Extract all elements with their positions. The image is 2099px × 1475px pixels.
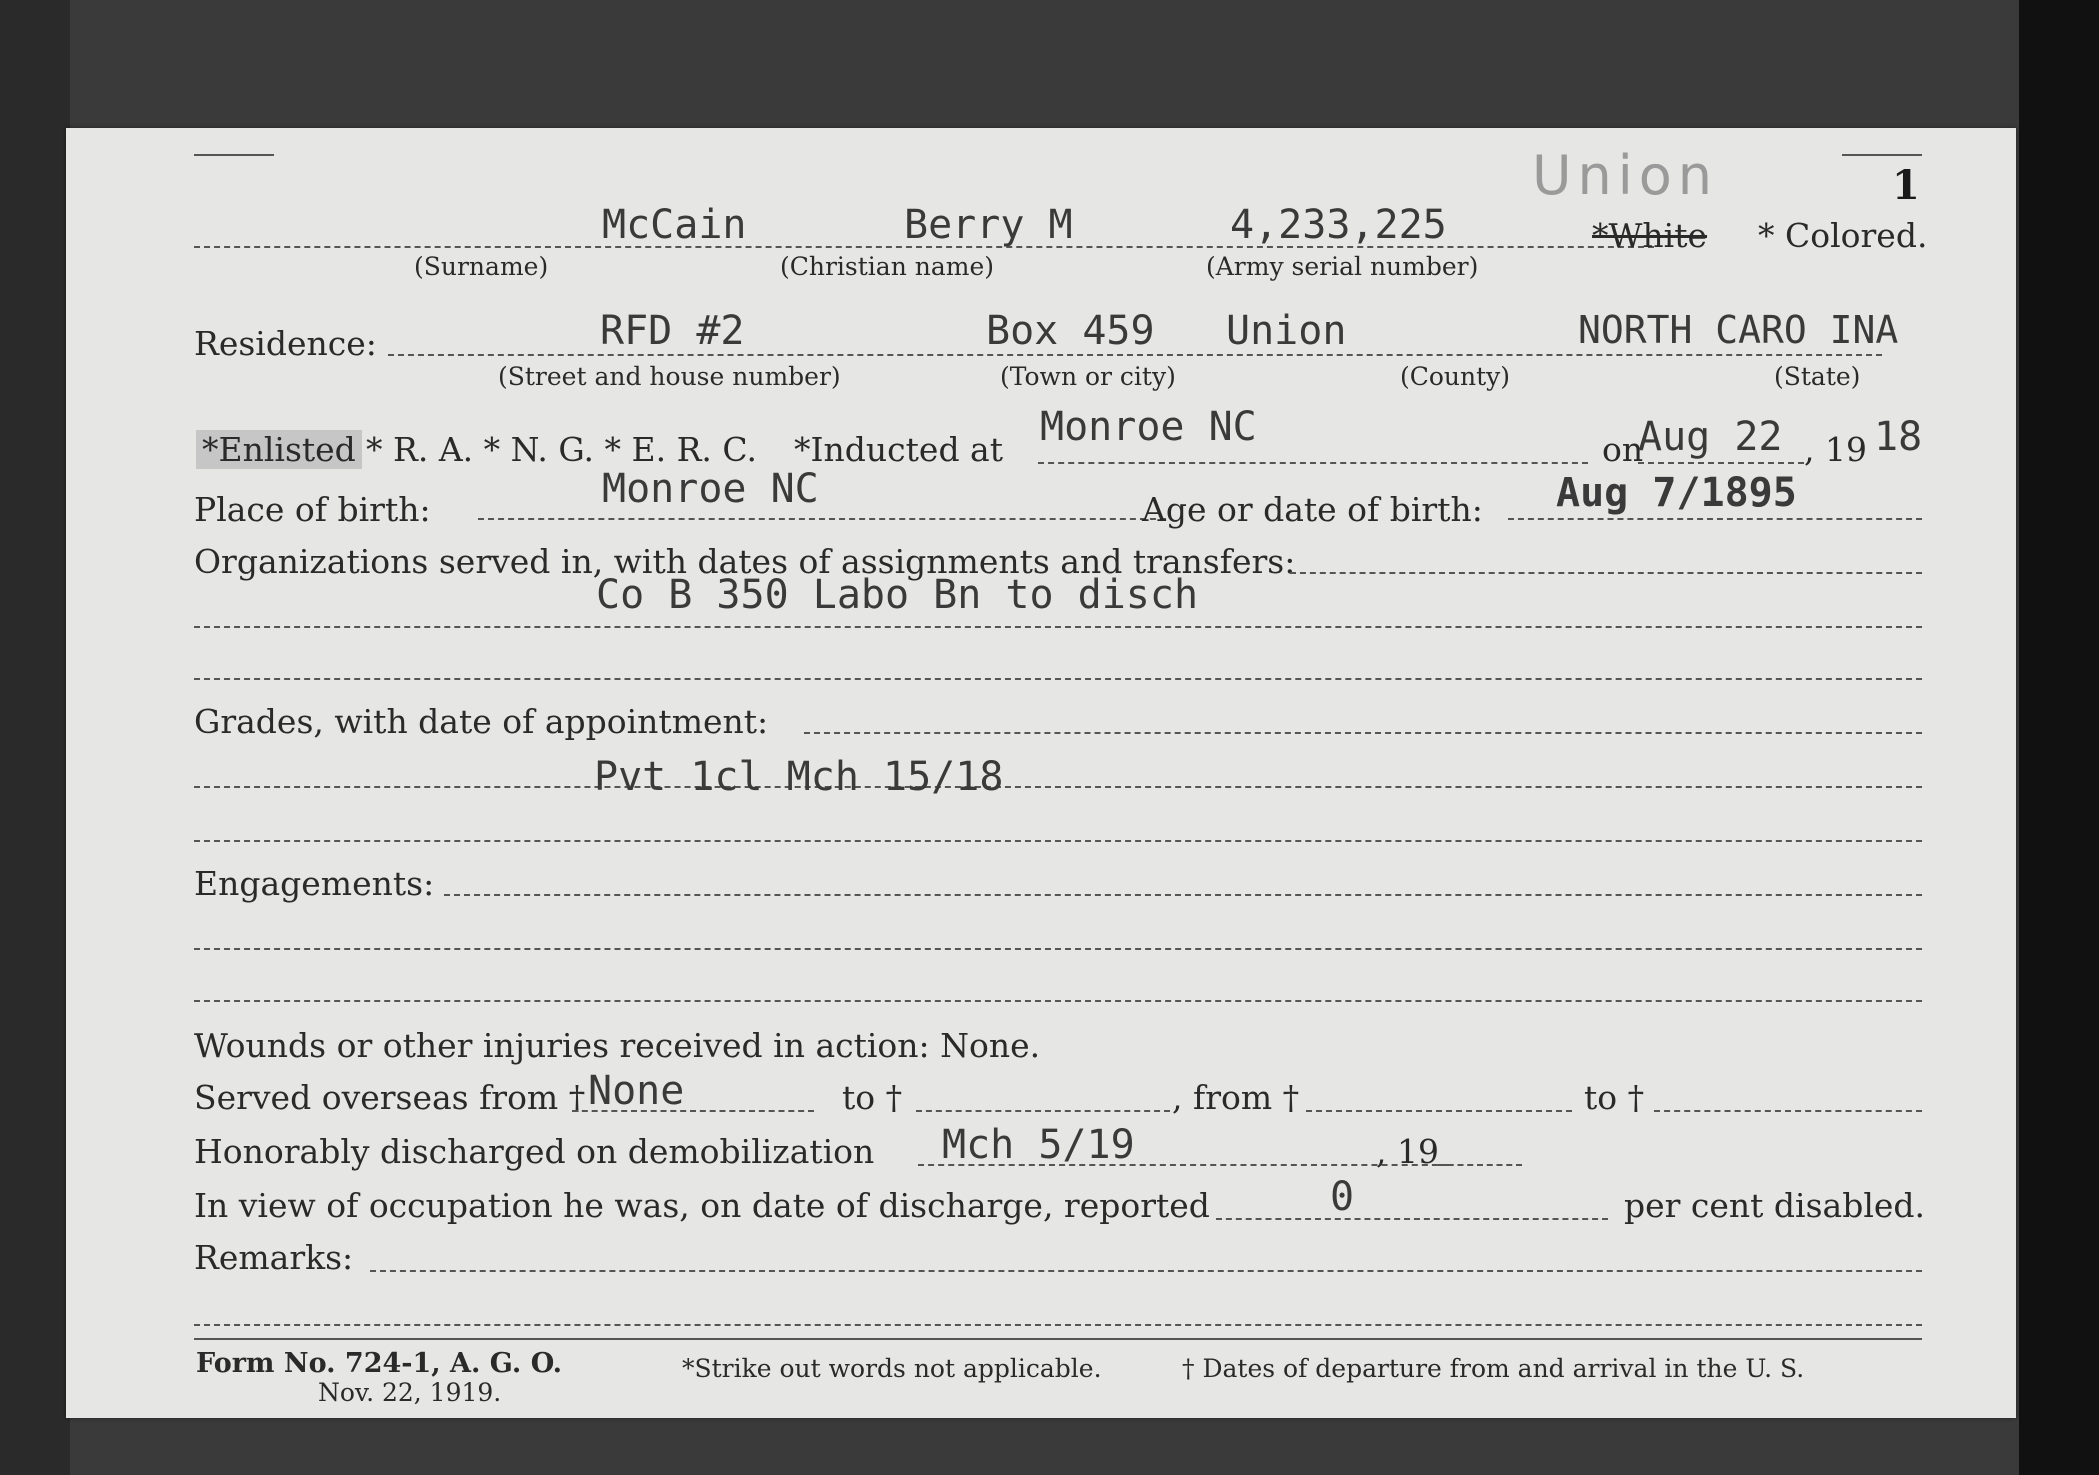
organizations-line-2 bbox=[194, 678, 1922, 680]
organizations-value: Co B 350 Labo Bn to disch bbox=[596, 572, 1199, 618]
grades-line-2 bbox=[194, 840, 1922, 842]
year-prefix-label: , 19 bbox=[1804, 430, 1867, 469]
remarks-line-1 bbox=[194, 1324, 1922, 1326]
discharge-value: Mch 5/19 bbox=[942, 1122, 1135, 1168]
inducted-at-label: *Inducted at bbox=[794, 430, 1003, 469]
place-of-birth-label: Place of birth: bbox=[194, 490, 431, 529]
town-caption: (Town or city) bbox=[1000, 362, 1176, 391]
inducted-line bbox=[1038, 462, 1588, 464]
top-rule-right bbox=[1842, 154, 1922, 156]
serial-value: 4,233,225 bbox=[1230, 202, 1447, 248]
residence-street-value: RFD #2 bbox=[600, 308, 745, 354]
induction-date-value: Aug 22 bbox=[1638, 414, 1783, 460]
grades-line-0 bbox=[804, 732, 1922, 734]
birth-place-line bbox=[478, 518, 1166, 520]
street-caption: (Street and house number) bbox=[498, 362, 841, 391]
scan-border-left bbox=[0, 0, 70, 1475]
overseas-to-line bbox=[916, 1110, 1170, 1112]
overseas-to2-label: to † bbox=[1584, 1078, 1645, 1117]
overseas-from-value: None bbox=[588, 1068, 685, 1114]
overseas-from2-label: , from † bbox=[1172, 1078, 1300, 1117]
discharge-year-line bbox=[1438, 1164, 1522, 1166]
enlisted-label: *Enlisted bbox=[196, 430, 362, 469]
discharge-label: Honorably discharged on demobilization bbox=[194, 1132, 875, 1171]
disability-line bbox=[1216, 1218, 1608, 1220]
organizations-line-1 bbox=[194, 626, 1922, 628]
disability-label: In view of occupation he was, on date of discharge, reported bbox=[194, 1186, 1210, 1225]
handwritten-county-note: Union bbox=[1532, 144, 1719, 207]
discharge-year-label: , 19 bbox=[1376, 1132, 1439, 1171]
wounds-label: Wounds or other injuries received in action: None. bbox=[194, 1026, 1041, 1065]
county-caption: (County) bbox=[1400, 362, 1511, 391]
footer-rule bbox=[194, 1338, 1922, 1340]
strike-out-note: *Strike out words not applicable. bbox=[682, 1354, 1102, 1383]
serial-caption: (Army serial number) bbox=[1206, 252, 1479, 281]
disability-suffix: per cent disabled. bbox=[1624, 1186, 1926, 1225]
engagements-label: Engagements: bbox=[194, 864, 435, 903]
induction-year-value: 18 bbox=[1874, 414, 1923, 460]
surname-caption: (Surname) bbox=[414, 252, 549, 281]
dates-note: † Dates of departure from and arrival in the U. S. bbox=[1182, 1354, 1805, 1383]
overseas-to2-line bbox=[1654, 1110, 1922, 1112]
age-label: Age or date of birth: bbox=[1142, 490, 1483, 529]
remarks-line-0 bbox=[370, 1270, 1922, 1272]
birth-date-line bbox=[1508, 518, 1922, 520]
birth-date-value: Aug 7/1895 bbox=[1556, 470, 1797, 516]
top-rule bbox=[194, 154, 274, 156]
remarks-label: Remarks: bbox=[194, 1238, 354, 1277]
birth-place-value: Monroe NC bbox=[602, 466, 819, 512]
grades-line-1 bbox=[194, 786, 1922, 788]
organizations-line-0 bbox=[1290, 572, 1922, 574]
inducted-place-value: Monroe NC bbox=[1040, 404, 1257, 450]
induction-date-line bbox=[1638, 462, 1804, 464]
residence-line bbox=[388, 354, 1882, 356]
engagements-line-1 bbox=[194, 948, 1922, 950]
on-label: on bbox=[1602, 430, 1644, 469]
disability-value: 0 bbox=[1330, 1174, 1355, 1220]
residence-town-value: Box 459 bbox=[986, 308, 1155, 354]
engagements-line-2 bbox=[194, 1000, 1922, 1002]
service-record-card bbox=[66, 128, 2016, 1418]
form-date: Nov. 22, 1919. bbox=[318, 1378, 502, 1407]
grades-label: Grades, with date of appointment: bbox=[194, 702, 769, 741]
surname-value: McCain bbox=[602, 202, 747, 248]
residence-state-value: NORTH CARO INA bbox=[1578, 308, 1899, 352]
overseas-from2-line bbox=[1306, 1110, 1572, 1112]
overseas-to-label: to † bbox=[842, 1078, 903, 1117]
residence-county-value: Union bbox=[1226, 308, 1347, 354]
residence-label: Residence: bbox=[194, 324, 377, 363]
organizations-label: Organizations served in, with dates of assignments and transfers: bbox=[194, 542, 1296, 581]
scan-border-right bbox=[2019, 0, 2099, 1475]
christian-name-value: Berry M bbox=[904, 202, 1073, 248]
enlistment-types-label: * R. A. * N. G. * E. R. C. bbox=[366, 430, 757, 469]
form-number: Form No. 724-1, A. G. O. bbox=[196, 1348, 563, 1379]
card-number: 1 bbox=[1892, 162, 1920, 209]
colored-label: * Colored. bbox=[1758, 216, 1928, 255]
engagements-line-0 bbox=[444, 894, 1922, 896]
grades-value: Pvt 1cl Mch 15/18 bbox=[594, 754, 1004, 800]
white-label: *White bbox=[1592, 216, 1708, 255]
state-caption: (State) bbox=[1774, 362, 1861, 391]
christian-caption: (Christian name) bbox=[780, 252, 995, 281]
overseas-label: Served overseas from † bbox=[194, 1078, 586, 1117]
